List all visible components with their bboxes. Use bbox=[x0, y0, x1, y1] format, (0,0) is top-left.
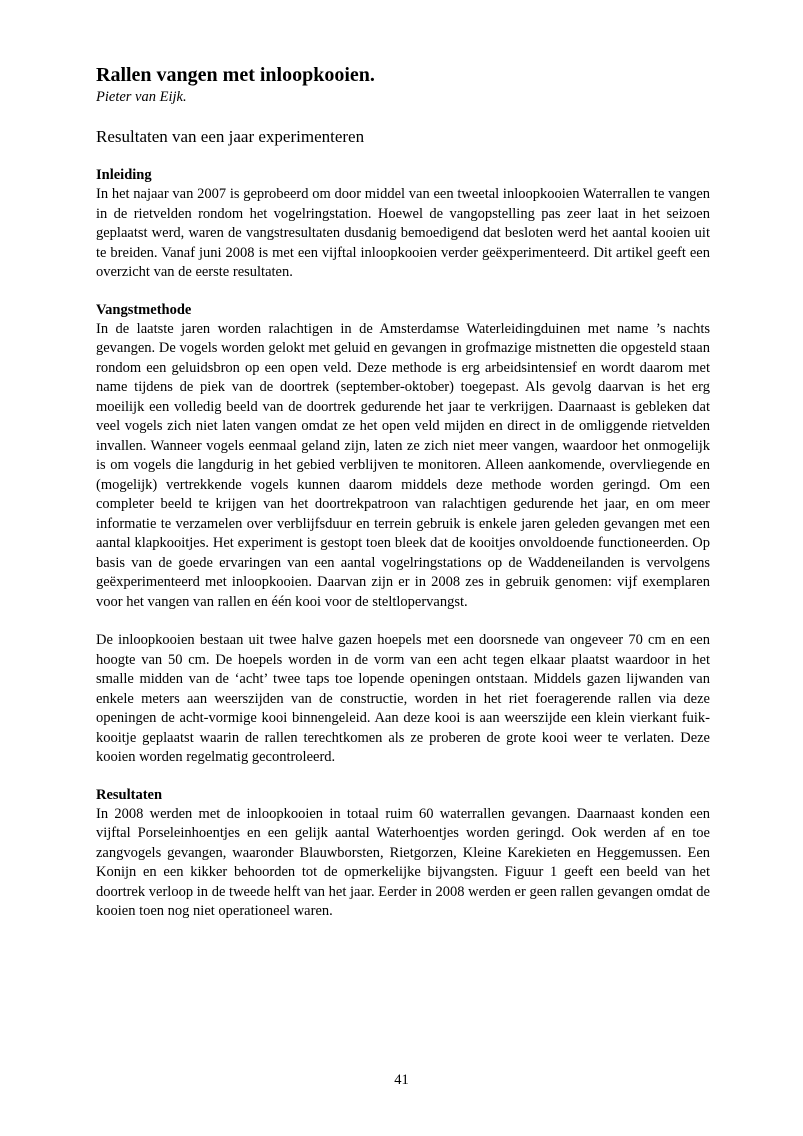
section-vangstmethode bbox=[96, 301, 710, 768]
section-heading: Vangstmethode bbox=[96, 301, 192, 318]
article-author: Pieter van Eijk. bbox=[96, 89, 187, 105]
article-subtitle: Resultaten van een jaar experimenteren bbox=[96, 127, 365, 146]
paragraph: In 2008 werden met de inloopkooien in totaal ruim 60 waterrallen gevangen. Daarnaast konden een vijftal Porseleinhoentjes en een gelijk aantal Waterhoentjes worden geringd. Ook werden af en toe zangvogels gevangen, waaronder Blauwborsten, Rietgorzen, Kleine Karekieten en Heggemussen. Een Konijn en een kikker behoorden tot de opmerkelijke bijvangsten. Figuur 1 geeft een beeld van het doortrek verloop in de tweede helft van het jaar. Eerder in 2008 werden er geen rallen gevangen omdat de kooien toen nog niet operationeel waren. bbox=[96, 805, 710, 919]
section-resultaten bbox=[96, 786, 710, 922]
article-title: Rallen vangen met inloopkooien. bbox=[96, 64, 375, 86]
paragraph: In het najaar van 2007 is geprobeerd om door middel van een tweetal inloopkooien Waterrallen te vangen in de rietvelden rondom het vogelringstation. Hoewel de vangopstelling pas zeer laat in het seizoen geplaatst werd, waren de vangstresultaten dusdanig bemoedigend dat besloten werd het aantal kooien uit te breiden. Vanaf juni 2008 is met een vijftal inloopkooien verder geëxperimenteerd. Dit artikel geeft een overzicht van de eerste resultaten. bbox=[96, 186, 710, 280]
section-heading: Inleiding bbox=[96, 167, 152, 183]
paragraph: In de laatste jaren worden ralachtigen in de Amsterdamse Waterleidingduinen met name ’s nachts gevangen. De vogels worden gelokt met geluid en gevangen in grofmazige mistnetten die opgesteld staan rondom een geluidsbron op een open veld. Deze methode is erg arbeidsintensief en wordt daarom met name tijdens de piek van de doortrek (september-oktober) toegepast. Als gevolg daarvan is het erg moeilijk een volledig beeld van de doortrek gedurende het jaar te verkrijgen. Daarnaast is gebleken dat veel vogels zich niet laten vangen omdat ze het open veld mijden en direct in de omliggende rietvelden invallen. Wanneer vogels eenmaal geland zijn, laten ze zich niet meer vangen, waardoor het onmogelijk is om vogels die langdurig in het gebied verblijven te monitoren. Alleen aankomende, overvliegende en (mogelijk) vertrekkende vogels kunnen daarom middels deze methode worden geringd. Om een completer beeld te krijgen van het doortrekpatroon van ralachtigen gedurende het jaar, en om meer informatie te verzamelen over verblijfsduur en terrein gebruik is enkele jaren geleden gevangen met een aantal klapkooitjes. Het experiment is gestopt toen bleek dat de kooitjes onvoldoende functioneerden. Op basis van de goede ervaringen van een aantal vogelringstations op de Waddeneilanden is vervolgens geëxperimenteerd met inloopkooien. Daarvan zijn er in 2008 zes in gebruik genomen: vijf exemplaren voor het vangen van rallen en één kooi voor de steltlopervangst. bbox=[96, 320, 710, 610]
page-number: 41 bbox=[394, 1072, 409, 1088]
section-heading: Resultaten bbox=[96, 786, 163, 803]
paragraph: De inloopkooien bestaan uit twee halve gazen hoepels met een doorsnede van ongeveer 70 cm en een hoogte van 50 cm. De hoepels worden in de vorm van een acht tegen elkaar plaatst waardoor in het smalle midden van de ‘acht’ twee taps toe lopende openingen ontstaan. Middels gazen lijwanden van enkele meters aan weerszijden van de constructie, worden in het riet foeragerende rallen via deze openingen de acht-vormige kooi binnengeleid. Aan deze kooi is aan weerszijde een klein vierkant fuik-kooitje geplaatst waarin de rallen terechtkomen als ze proberen de grote kooi weer te verlaten. Deze kooien worden regelmatig gecontroleerd. bbox=[96, 632, 710, 765]
section-inleiding bbox=[96, 166, 710, 283]
article-body bbox=[96, 62, 710, 922]
